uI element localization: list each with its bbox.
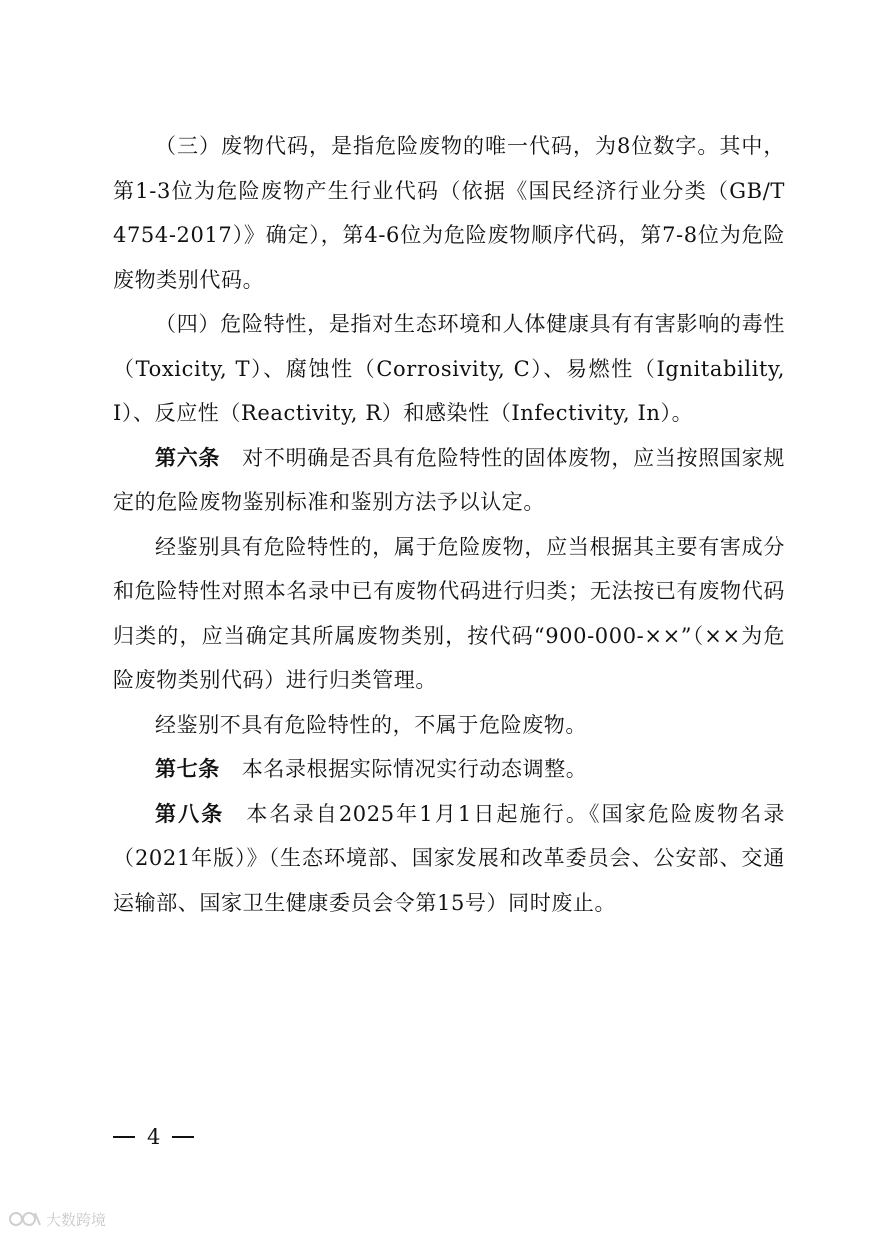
paragraph-text: 对不明确是否具有危险特性的固体废物，应当按照国家规定的危险废物鉴别标准和鉴别方法予以认定。 bbox=[113, 445, 785, 514]
watermark bbox=[8, 1208, 106, 1230]
page-footer bbox=[113, 1125, 194, 1149]
paragraph-text: 经鉴别不具有危险特性的，不属于危险废物。 bbox=[155, 712, 587, 737]
article-6 bbox=[113, 436, 785, 525]
page-number: 4 bbox=[147, 1125, 161, 1149]
paragraph-item-4 bbox=[113, 302, 785, 436]
paragraph-item-3 bbox=[113, 124, 785, 302]
dash-right bbox=[172, 1136, 194, 1138]
article-number: 第八条 bbox=[155, 801, 225, 826]
article-8 bbox=[113, 792, 785, 926]
document-body bbox=[113, 124, 785, 925]
paragraph-text: （三）废物代码，是指危险废物的唯一代码，为8位数字。其中，第1-3位为危险废物产生行业代码（依据《国民经济行业分类（GB/T 4754-2017）》确定），第4-6位为危险废物顺序代码，第7-8位为危险废物类别代码。 bbox=[113, 134, 785, 292]
logo-icon bbox=[8, 1208, 42, 1230]
watermark-text: 大数跨境 bbox=[46, 1210, 107, 1229]
article-7 bbox=[113, 747, 785, 792]
paragraph-text: 本名录自2025年1月1日起施行。《国家危险废物名录（2021年版）》（生态环境部、国家发展和改革委员会、公安部、交通运输部、国家卫生健康委员会令第15号）同时废止。 bbox=[113, 801, 785, 915]
paragraph-text: （四）危险特性，是指对生态环境和人体健康具有有害影响的毒性（Toxicity, T）、腐蚀性（Corrosivity, C）、易燃性（Ignitability, I）、反应性（Reactivity, R）和感染性（Infectivity, In）。 bbox=[113, 312, 785, 425]
paragraph-not-hazardous bbox=[113, 703, 785, 748]
dash-left bbox=[113, 1136, 135, 1138]
paragraph-text: 本名录根据实际情况实行动态调整。 bbox=[241, 757, 588, 781]
article-number: 第七条 bbox=[155, 757, 220, 781]
paragraph-classification bbox=[113, 525, 785, 703]
article-number: 第六条 bbox=[155, 445, 221, 470]
paragraph-text: 经鉴别具有危险特性的，属于危险废物，应当根据其主要有害成分和危险特性对照本名录中已有废物代码进行归类；无法按已有废物代码归类的，应当确定其所属废物类别，按代码“900-000-××”（××为危险废物类别代码）进行归类管理。 bbox=[113, 534, 785, 692]
